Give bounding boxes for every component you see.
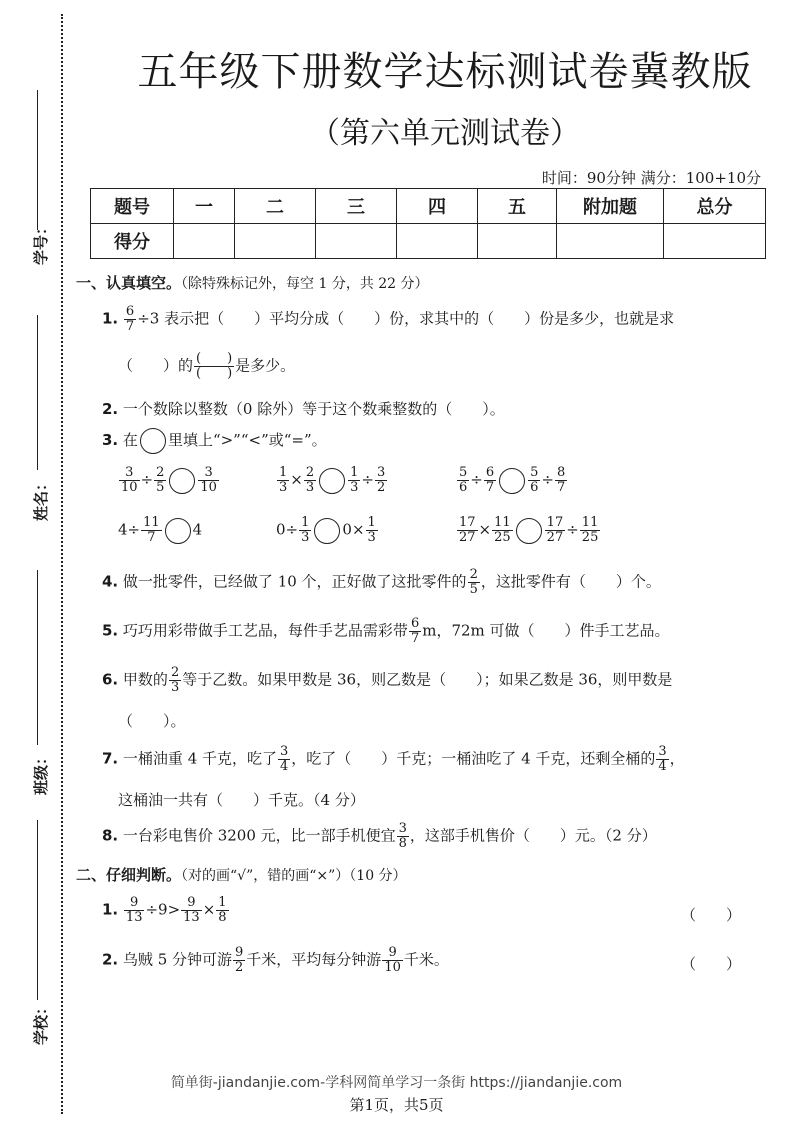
fraction: $\frac{3}{8}$ [398, 821, 407, 851]
fraction: $\frac{2}{5}$ [156, 465, 165, 495]
comparison-expression [456, 516, 601, 545]
fraction: $\frac{9}{10}$ [384, 945, 401, 975]
score-header-cell: 附加题 [557, 189, 664, 224]
fraction: $\frac{2}{5}$ [469, 567, 478, 597]
section-2-title: 二、仔细判断。 [76, 866, 182, 884]
operator: 4 [192, 520, 203, 539]
score-header-cell: 题号 [91, 189, 174, 224]
question-1-4 [102, 568, 661, 597]
fraction: $\frac{1}{3}$ [301, 515, 310, 545]
question-1-3 [102, 428, 327, 454]
section-2-heading [76, 864, 407, 885]
score-cell[interactable] [397, 224, 478, 259]
question-text: 一台彩电售价 3200 元，比一部手机便宜 [122, 826, 396, 845]
operator: ÷9> [145, 900, 181, 919]
question-number: 4. [102, 572, 119, 591]
question-number: 8. [102, 826, 119, 845]
side-label-class: 班级： [32, 749, 51, 796]
time-info: 时间：90分钟 满分：100+10分 [541, 169, 761, 187]
side-label-student-id: 学号： [32, 219, 51, 266]
section-1-heading [76, 272, 429, 293]
score-cell[interactable] [478, 224, 557, 259]
page-subtitle: （第六单元测试卷） [310, 116, 580, 151]
judge-question-2 [102, 946, 449, 975]
id-underline [37, 90, 38, 230]
compare-answer-circle[interactable] [499, 468, 525, 494]
question-text: 里填上“>”“<”或“=”。 [167, 431, 327, 449]
fraction: $\frac{11}{7}$ [143, 515, 160, 545]
score-header-cell: 总分 [664, 189, 766, 224]
question-text: 在 [122, 431, 138, 449]
score-header-cell: 四 [397, 189, 478, 224]
comparison-expression [276, 466, 388, 495]
judge-question-1 [102, 896, 230, 925]
operator: ÷ [470, 470, 483, 489]
comparison-expression [456, 466, 568, 495]
question-text: ，吃了（ ）千克；一桶油吃了 4 千克，还剩全桶的 [291, 749, 656, 768]
score-table-header-row [91, 189, 766, 224]
fraction: $\frac{5}{6}$ [530, 465, 539, 495]
fraction: $\frac{6}{7}$ [410, 616, 420, 646]
name-underline [37, 315, 38, 470]
fraction: $\frac{5}{6}$ [459, 465, 468, 495]
class-underline [37, 570, 38, 745]
question-text: （ ）的 [118, 356, 194, 375]
comparison-expression [118, 466, 220, 495]
question-text: m，72m 可做（ ）件手工艺品。 [422, 621, 670, 640]
page-title: 五年级下册数学达标测试卷冀教版 [137, 49, 753, 95]
question-1-1 [102, 305, 674, 334]
question-number: 1. [102, 309, 119, 328]
fraction: $\frac{1}{3}$ [367, 515, 376, 545]
side-label-name: 姓名： [32, 475, 51, 522]
fraction: $\frac{3}{2}$ [377, 465, 386, 495]
score-header-cell: 五 [478, 189, 557, 224]
comparison-expression [276, 516, 379, 545]
question-text: 千米。 [403, 950, 449, 969]
question-number: 7. [102, 749, 119, 768]
fraction: $\frac{11}{25}$ [581, 515, 599, 545]
question-1-7 [102, 745, 685, 774]
section-1-title: 一、认真填空。 [76, 274, 182, 292]
score-cell[interactable] [664, 224, 766, 259]
question-text: ， [669, 749, 685, 768]
fraction: $\frac{11}{25}$ [494, 515, 511, 545]
question-1-6 [102, 666, 672, 695]
question-text: ，这批零件有（ ）个。 [480, 572, 661, 591]
question-text: 一桶油重 4 千克，吃了 [122, 749, 278, 768]
compare-answer-circle[interactable] [516, 518, 542, 544]
operator: ÷ [566, 520, 579, 539]
fraction: $\frac{17}{27}$ [546, 515, 564, 545]
question-number: 6. [102, 670, 119, 689]
side-label-school: 学校： [32, 999, 51, 1046]
section-1-note: （除特殊标记外，每空 1 分，共 22 分） [181, 276, 429, 292]
score-cell[interactable] [316, 224, 397, 259]
fraction: $\frac{8}{7}$ [557, 465, 566, 495]
fraction: $\frac{1}{3}$ [350, 465, 359, 495]
fraction: $\frac{6}{7}$ [125, 304, 135, 334]
score-cell[interactable] [235, 224, 316, 259]
judge-answer-blank-2[interactable]: （ ） [680, 955, 741, 973]
comparison-expression [118, 516, 202, 545]
score-header-cell: 二 [235, 189, 316, 224]
operator: 0÷ [276, 520, 299, 539]
score-cell[interactable] [557, 224, 664, 259]
school-underline [37, 820, 38, 1000]
operator: ÷ [541, 470, 554, 489]
score-table [90, 188, 766, 259]
footer-source: 简单街-jiandanjie.com-学科网简单学习一条街 https://jiandanjie.com [170, 1075, 623, 1091]
question-number: 2. [102, 400, 119, 418]
operator: × [202, 900, 216, 919]
fold-dotted-line [61, 14, 63, 1114]
fraction: $\frac{2}{3}$ [305, 465, 315, 495]
fraction: $\frac{3}{10}$ [121, 465, 138, 495]
question-text: 等于乙数。如果甲数是 36，则乙数是（ ）；如果乙数是 36，则甲数是 [182, 670, 673, 689]
score-cell[interactable] [174, 224, 235, 259]
fraction: $\frac{6}{7}$ [485, 465, 495, 495]
fraction: $\frac{9}{13}$ [125, 895, 143, 925]
question-text: 做一批零件，已经做了 10 个，正好做了这批零件的 [122, 572, 467, 591]
fraction: $\frac{17}{27}$ [459, 515, 476, 545]
compare-answer-circle[interactable] [169, 468, 195, 494]
question-text: 甲数的 [122, 670, 168, 689]
compare-answer-circle[interactable] [319, 468, 345, 494]
question-1-1-cont [118, 352, 295, 381]
question-text: ，这部手机售价（ ）元。（2 分） [409, 826, 657, 845]
operator: × [478, 520, 492, 539]
question-number: 1. [102, 900, 119, 919]
fraction: $\frac{1}{3}$ [279, 465, 288, 495]
operator: 0× [342, 520, 365, 539]
fraction: $\frac{3}{10}$ [200, 465, 217, 495]
question-1-5 [102, 617, 670, 646]
section-2-note: （对的画“√”，错的画“×”）（10 分） [181, 868, 407, 884]
operator: ÷ [140, 470, 154, 489]
question-text: 千米，平均每分钟游 [246, 950, 382, 969]
fraction-blank[interactable]: $\frac{( )}{( )}$ [196, 351, 233, 381]
question-number: 2. [102, 950, 119, 969]
question-number: 3. [102, 431, 119, 449]
question-text: 巧巧用彩带做手工艺品，每件手艺品需彩带 [122, 621, 408, 640]
score-table-score-row [91, 224, 766, 259]
operator: × [290, 470, 303, 489]
score-header-cell: 一 [174, 189, 235, 224]
question-text: 一个数除以整数（0 除外）等于这个数乘整数的（ ）。 [122, 400, 505, 418]
operator: 4÷ [118, 520, 141, 539]
compare-answer-circle[interactable] [165, 518, 191, 544]
fraction: $\frac{1}{8}$ [218, 895, 227, 925]
question-text: ÷3 表示把（ ）平均分成（ ）份，求其中的（ ）份是多少，也就是求 [137, 309, 675, 328]
question-number: 5. [102, 621, 119, 640]
fraction: $\frac{3}{4}$ [280, 744, 289, 774]
question-1-6-cont: （ ）。 [118, 712, 186, 730]
score-row-label: 得分 [91, 224, 174, 259]
question-text: 是多少。 [235, 356, 296, 375]
score-header-cell: 三 [316, 189, 397, 224]
fraction: $\frac{9}{13}$ [183, 895, 200, 925]
fraction: $\frac{9}{2}$ [235, 945, 244, 975]
operator: ÷ [361, 470, 374, 489]
fraction: $\frac{3}{4}$ [658, 744, 667, 774]
fraction: $\frac{2}{3}$ [170, 665, 180, 695]
judge-answer-blank-1[interactable]: （ ） [680, 906, 741, 924]
question-1-7-cont: 这桶油一共有（ ）千克。（4 分） [118, 791, 365, 809]
compare-circle [140, 428, 166, 454]
question-1-2 [102, 398, 505, 419]
question-text: 乌贼 5 分钟可游 [122, 950, 233, 969]
footer-page-number: 第1页，共5页 [349, 1096, 444, 1114]
question-1-8 [102, 822, 657, 851]
compare-answer-circle[interactable] [314, 518, 340, 544]
